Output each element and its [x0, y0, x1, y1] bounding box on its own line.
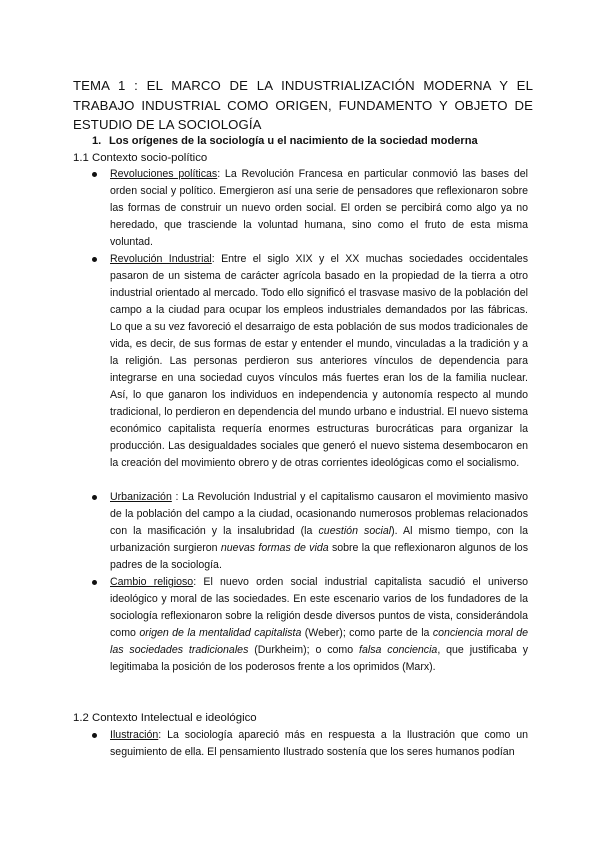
term-revolucion-industrial: Revolución Industrial: [110, 253, 212, 265]
item-text: ). Al mismo tiempo, con la urbanización surgieron: [110, 525, 528, 554]
list-item-ilustracion: [110, 727, 528, 761]
term-cambio-religioso: Cambio religioso: [110, 576, 194, 588]
section-1-number: 1.: [92, 135, 102, 147]
bullet-icon: [92, 257, 97, 262]
list-item-urbanizacion: [110, 489, 528, 574]
italic-cuestion-social: cuestión social: [318, 525, 392, 537]
bullet-icon: [92, 495, 97, 500]
list-item-revolucion-industrial: [110, 251, 528, 472]
subsection-1-2-heading: 1.2 Contexto Intelectual e ideológico: [73, 712, 257, 724]
list-item-revoluciones-politicas: [110, 166, 528, 251]
item-text: : El nuevo orden social industrial capitalista sacudió el universo ideológico y moral de las sociedades. En este escenario varios de los fundadores de la sociología reflexionaron sobre la religión desde diversos puntos de vista, considerándola como: [110, 576, 529, 639]
italic-origen-mentalidad-capitalista: origen de la mentalidad capitalista: [139, 627, 302, 639]
document-title: TEMA 1 : EL MARCO DE LA INDUSTRIALIZACIÓN MODERNA Y EL TRABAJO INDUSTRIAL COMO ORIGEN, FUNDAMENTO Y OBJETO DE ESTUDIO DE LA SOCIOLOGÍA: [73, 78, 533, 132]
subsection-1-1-heading: 1.1 Contexto socio-político: [73, 152, 208, 164]
bullet-icon: [92, 580, 97, 585]
item-text: , que justificaba y legitimaba la posición de los poderosos frente a los oprimidos (Marx).: [110, 644, 528, 673]
item-text: : La Revolución Francesa en particular conmovió las bases del orden social y político. Emergieron así una serie de pensadores que reflexionaron sobre las formas de construir un nuevo orden social. El orden se percibirá como algo ya no heredado, que trasciende la voluntad humana, sino como el fruto de esta misma voluntad.: [110, 168, 529, 248]
bullet-icon: [92, 733, 97, 738]
item-text: (Weber); como parte de la: [301, 627, 433, 639]
item-text: : La sociología apareció más en respuesta a la Ilustración que como un seguimiento de ella. El pensamiento Ilustrado sostenía que los seres humanos podían: [110, 729, 528, 758]
term-revoluciones-politicas: Revoluciones políticas: [110, 168, 218, 180]
list-item-cambio-religioso: [110, 574, 528, 676]
item-text: (Durkheim); o como: [248, 644, 360, 656]
term-ilustracion: Ilustración: [110, 729, 159, 741]
bullet-icon: [92, 172, 97, 177]
section-1-title: Los orígenes de la sociología u el nacimiento de la sociedad moderna: [109, 135, 478, 147]
item-text: : Entre el siglo XIX y el XX muchas sociedades occidentales pasaron de un sistema de carácter agrícola basado en la propiedad de la tierra a otro industrial orientado al mercado. Todo ello significó el trasvase masivo de la población del campo a la ciudad para ocupar los empleos industriales demandados por las fábricas. Lo que a su vez favoreció el desarraigo de esta población de sus modos tradicionales de vida, es decir, de sus formas de estar y entender el mundo, vinculadas a la tradición y a la religión. Las personas perdieron sus anteriores vínculos de dependencia para integrarse en una sociedad cuyos vínculos más fuertes eran los de la familia nuclear. Así, lo que ganaron los individuos en independencia y autonomía respecto al mundo tradicional, lo perdieron en dependencia del mundo urbano e industrial. El nuevo sistema económico capitalista requería enormes estructuras burocráticas para organizar la producción. Las desigualdades sociales que generó el nuevo sistema desembocaron en la creación del movimiento obrero y de otras corrientes ideológicas como el socialismo.: [110, 253, 529, 469]
italic-falsa-conciencia: falsa conciencia: [359, 644, 438, 656]
section-1-heading: [92, 133, 478, 149]
italic-nuevas-formas-de-vida: nuevas formas de vida: [220, 542, 329, 554]
item-text: sobre la que reflexionaron algunos de los padres de la sociología.: [110, 542, 528, 571]
italic-conciencia-moral: conciencia moral de las sociedades tradicionales: [110, 627, 528, 656]
term-urbanizacion: Urbanización: [110, 491, 172, 503]
item-text: : La Revolución Industrial y el capitalismo causaron el movimiento masivo de la población del campo a la ciudad, ocasionando numerosos problemas relacionados con la masificación y la insalubridad (la: [110, 491, 528, 537]
